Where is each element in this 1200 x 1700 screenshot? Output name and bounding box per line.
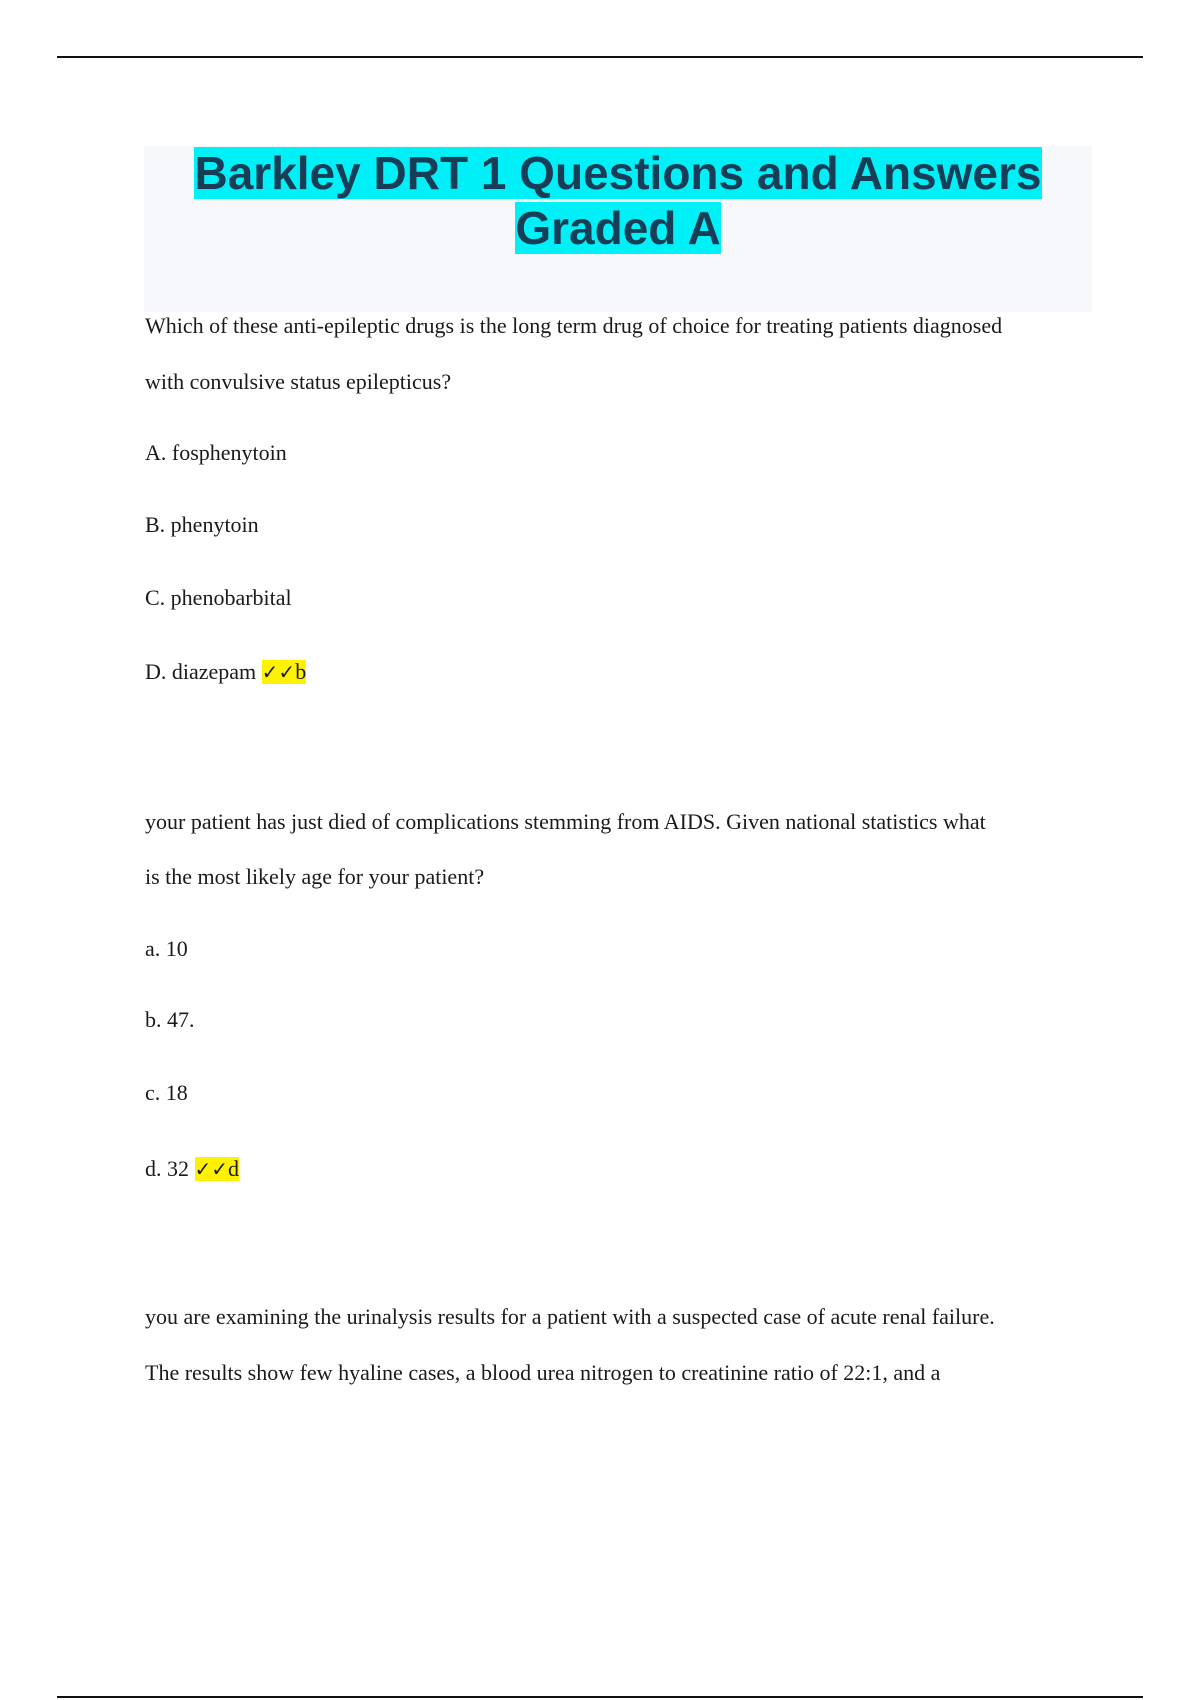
- question-2-option-b: b. 47.: [145, 1007, 195, 1032]
- document-title-block: [144, 146, 1092, 312]
- question-1-option-c: C. phenobarbital: [145, 585, 292, 610]
- question-2-answer-highlight: [195, 1157, 240, 1181]
- question-3-text-line-2: The results show few hyaline cases, a blood urea nitrogen to creatinine ratio of 22:1, and a: [145, 1360, 941, 1385]
- question-2-option-d-row: [145, 1155, 239, 1183]
- question-1-option-d: D. diazepam: [145, 659, 257, 684]
- question-1-text-line-1: Which of these anti-epileptic drugs is the long term drug of choice for treating patients diagnosed: [145, 313, 1003, 338]
- check-mark-icon: ✓✓: [261, 660, 296, 684]
- header-rule: [57, 56, 1143, 58]
- title-line-2: Graded A: [515, 202, 721, 254]
- question-1-option-b: B. phenytoin: [145, 512, 259, 537]
- question-2-option-c: c. 18: [145, 1080, 188, 1105]
- question-3-text-line-1: you are examining the urinalysis results for a patient with a suspected case of acute renal failure.: [145, 1304, 995, 1329]
- question-1-answer-letter: b: [295, 659, 307, 684]
- question-2-answer-letter: d: [228, 1156, 240, 1181]
- question-2-text-line-2: is the most likely age for your patient?: [145, 864, 485, 889]
- question-2-option-a: a. 10: [145, 936, 188, 961]
- question-1-option-d-row: [145, 658, 306, 686]
- question-2-text-line-1: your patient has just died of complications stemming from AIDS. Given national statistics what: [145, 809, 986, 834]
- footer-rule: [57, 1696, 1143, 1698]
- document-title: [144, 146, 1092, 256]
- question-1-answer-highlight: [262, 660, 307, 684]
- question-1-text-line-2: with convulsive status epilepticus?: [145, 369, 452, 394]
- check-mark-icon: ✓✓: [194, 1157, 229, 1181]
- title-line-1: Barkley DRT 1 Questions and Answers: [194, 147, 1042, 199]
- question-2-option-d: d. 32: [145, 1156, 189, 1181]
- question-1-option-a: A. fosphenytoin: [145, 440, 287, 465]
